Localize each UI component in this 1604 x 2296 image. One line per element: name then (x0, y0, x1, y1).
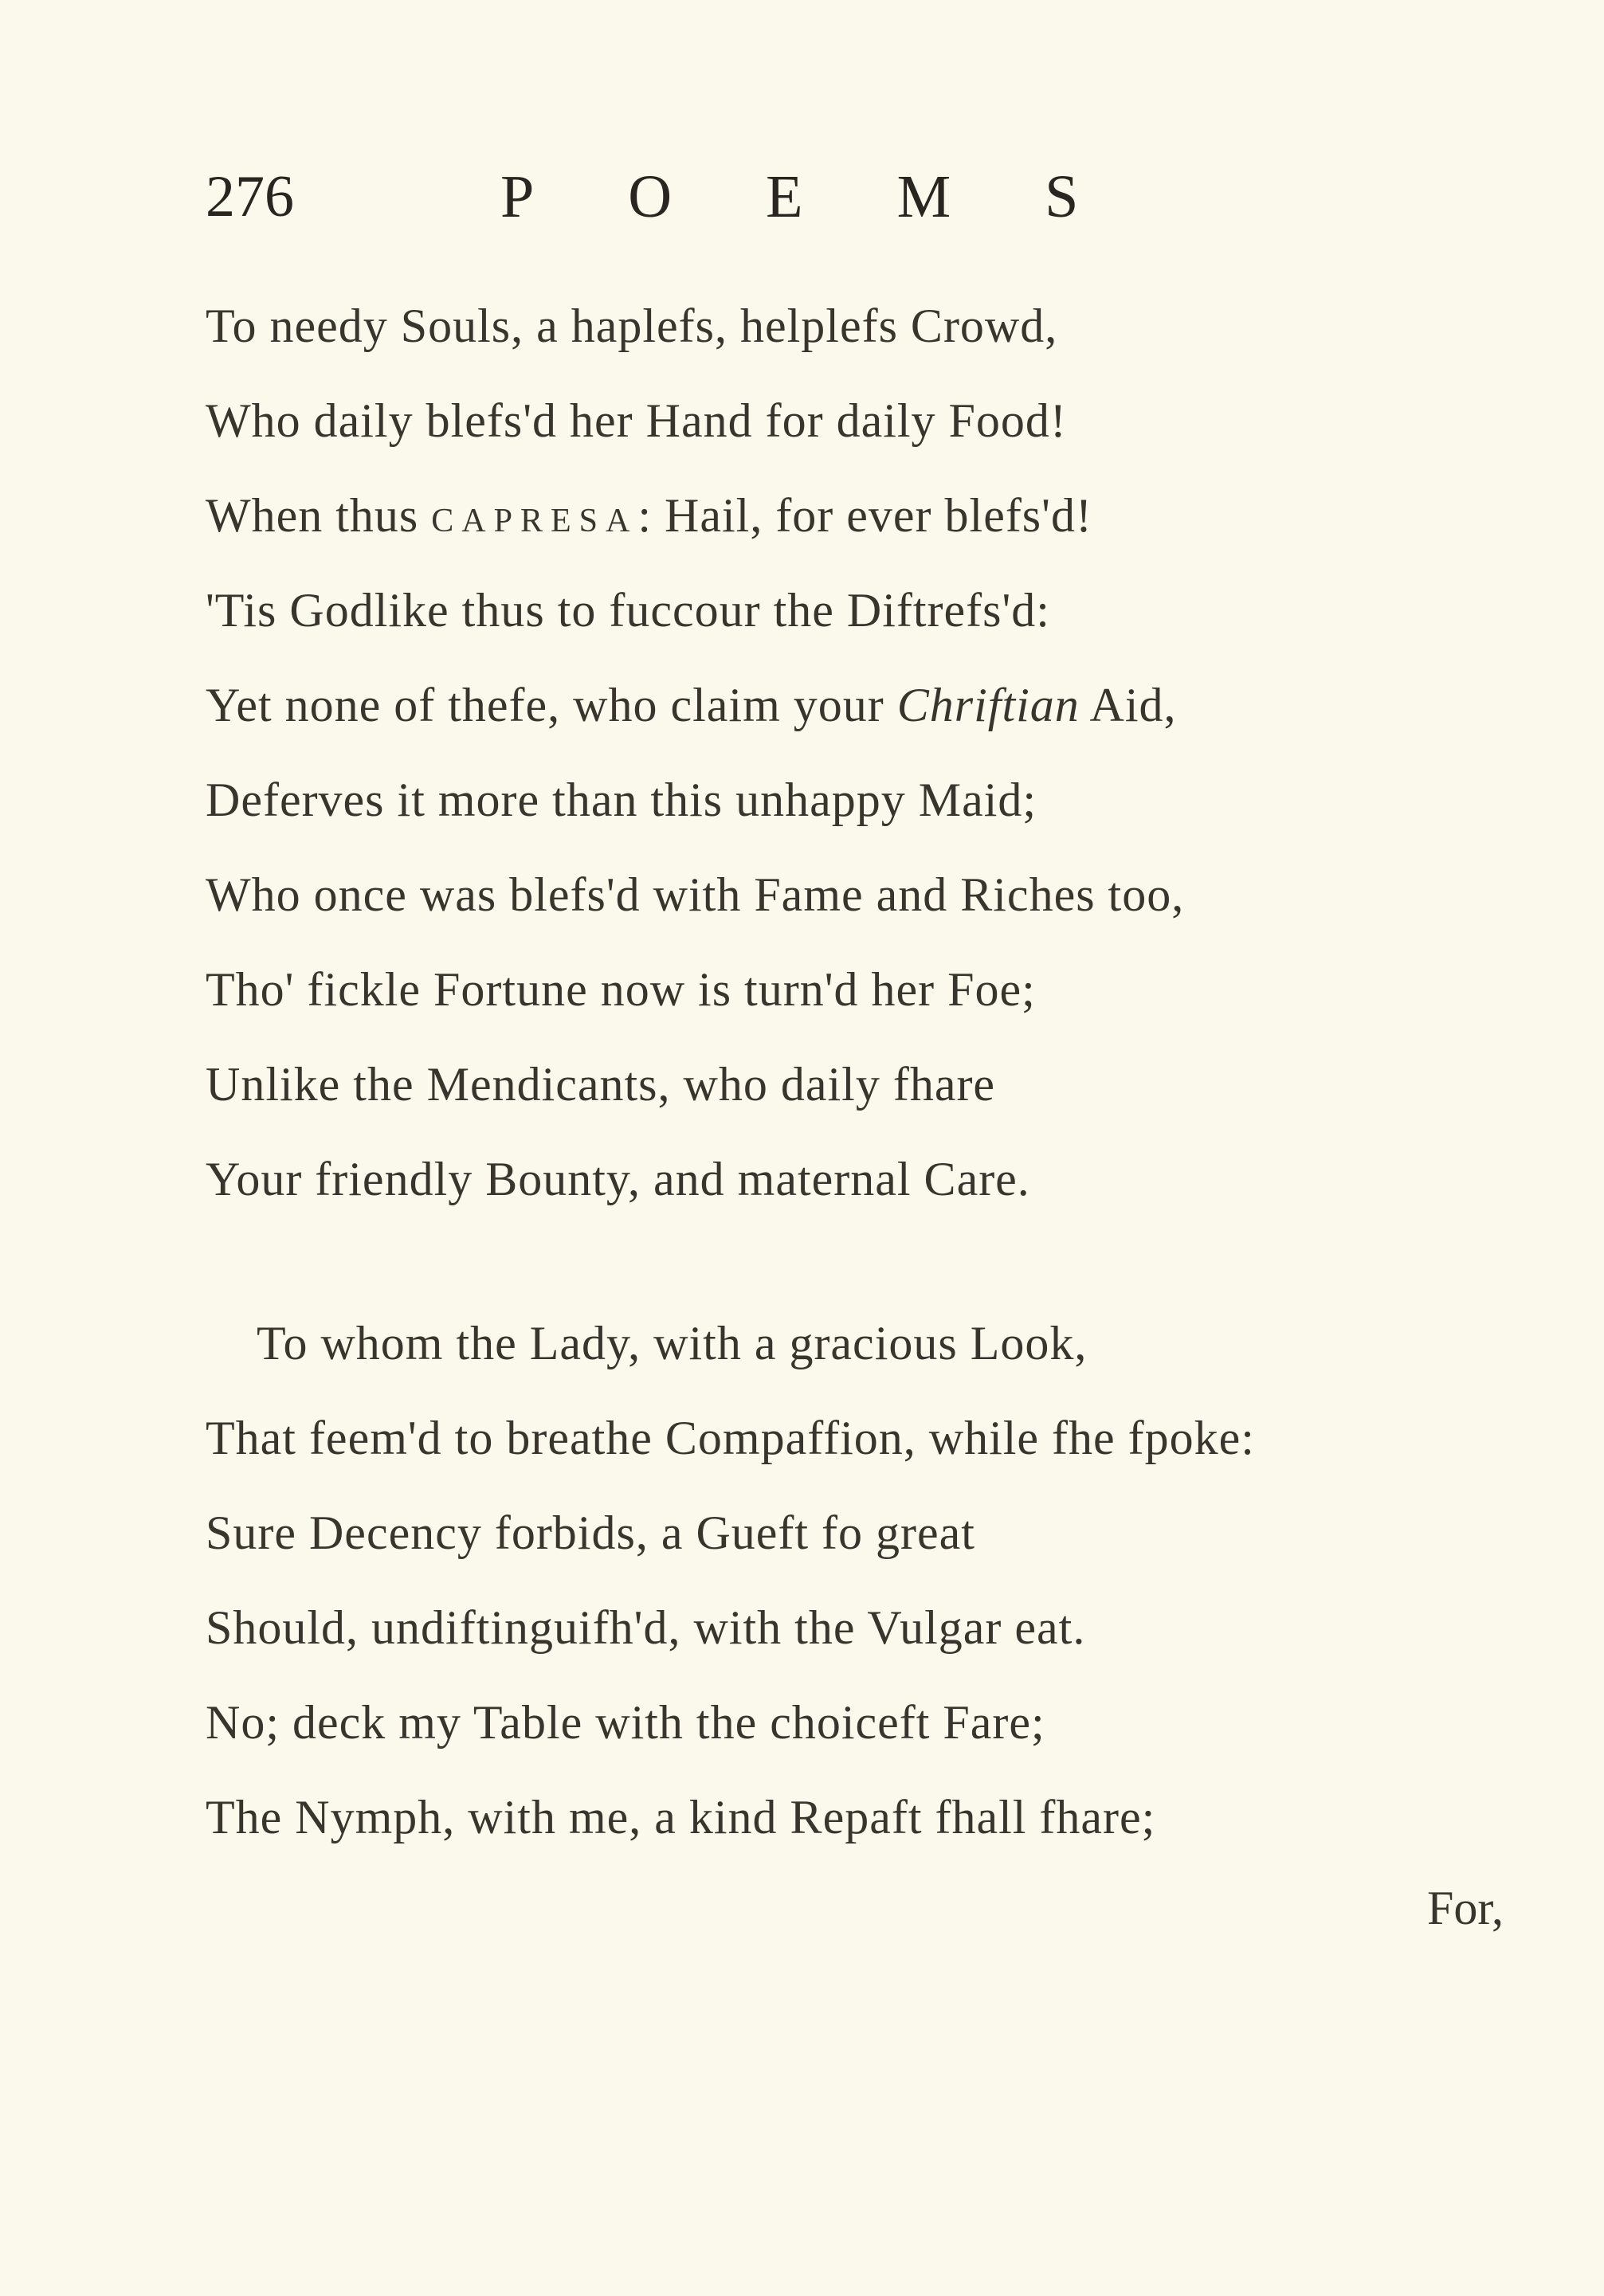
stanza-2 (206, 1296, 1449, 1865)
stanza-1 (206, 279, 1449, 1227)
verse-line: Unlike the Mendicants, who daily fhare (206, 1058, 996, 1111)
verse-text: When thus (206, 489, 432, 542)
verse-line: That feem'd to breathe Compaffion, while fhe fpoke: (206, 1412, 1255, 1464)
verse-line (206, 658, 1449, 753)
verse-line (206, 468, 1449, 563)
page-number: 276 (206, 164, 294, 229)
verse-line: Your friendly Bounty, and maternal Care. (206, 1153, 1030, 1205)
verse-line: The Nymph, with me, a kind Repaft fhall fhare; (206, 1791, 1156, 1843)
verse-line: Tho' fickle Fortune now is turn'd her Foe; (206, 963, 1036, 1016)
verse-line: Should, undiftinguifh'd, with the Vulgar eat. (206, 1601, 1086, 1654)
verse-line: Who daily blefs'd her Hand for daily Food! (206, 394, 1067, 447)
verse-line: No; deck my Table with the choiceft Fare; (206, 1696, 1045, 1749)
verse-line: 'Tis Godlike thus to fuccour the Diftrefs'd: (206, 584, 1050, 637)
verse-line: Deferves it more than this unhappy Maid; (206, 774, 1037, 826)
italic-word: Chriftian (896, 679, 1080, 731)
verse-line: Who once was blefs'd with Fame and Riches too, (206, 868, 1185, 921)
verse-text: : Hail, for ever blefs'd! (637, 489, 1092, 542)
verse-text: Yet none of thefe, who claim your (206, 679, 897, 731)
running-head (206, 153, 1281, 241)
catchword: For, (1427, 1882, 1504, 1934)
verse-line: To needy Souls, a haplefs, helplefs Crowd, (206, 300, 1058, 352)
verse-text: Aid, (1079, 679, 1177, 731)
verse-line: To whom the Lady, with a gracious Look, (257, 1317, 1088, 1369)
running-title: POEMS (500, 163, 1173, 230)
verse-line: Sure Decency forbids, a Gueft fo great (206, 1507, 975, 1559)
character-name: CAPRESA (431, 503, 638, 539)
